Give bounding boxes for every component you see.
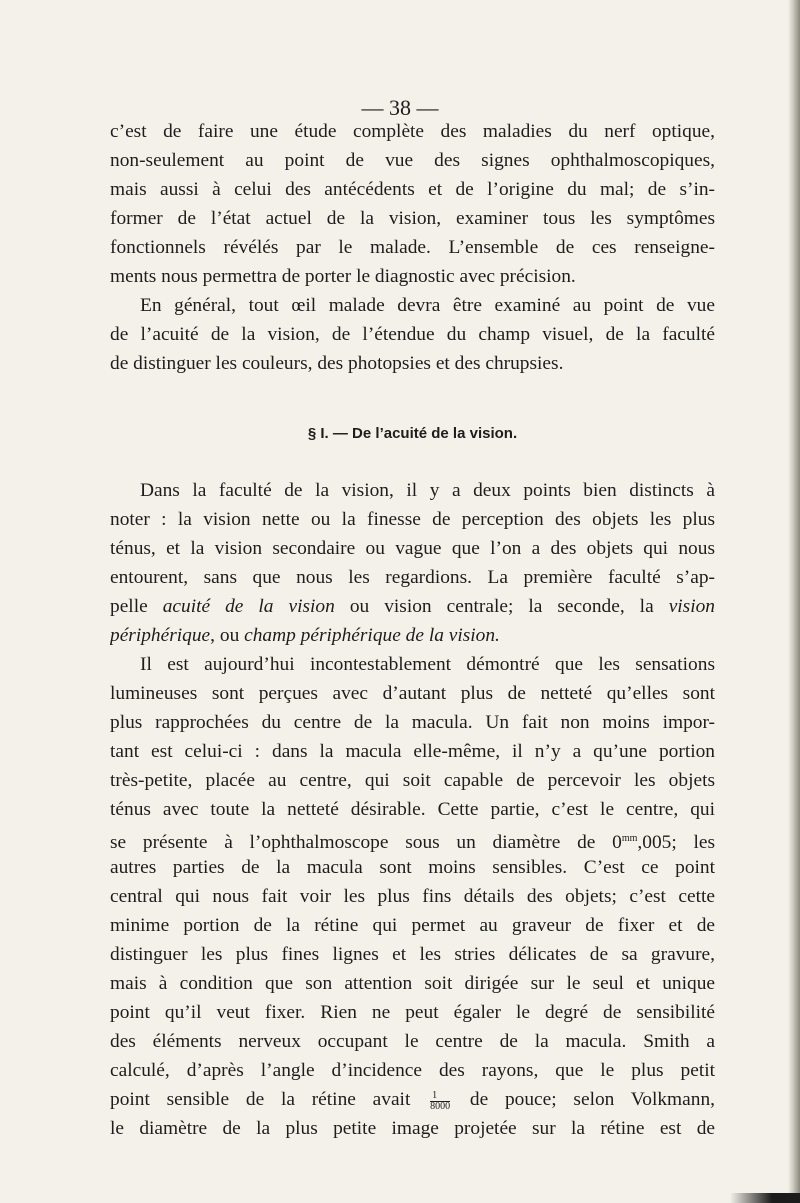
fraction-denominator: 8000 bbox=[430, 1100, 451, 1112]
page-edge-shadow bbox=[788, 0, 800, 1203]
unit-superscript: mm bbox=[621, 833, 638, 844]
text-line: c’est de faire une étude complète des maladies du nerf optique, bbox=[110, 121, 715, 142]
text-line: point qu’il veut fixer. Rien ne peut égaler le degré de sensibilité bbox=[110, 1002, 715, 1023]
text-line: de distinguer les couleurs, des photopsies et des chrupsies. bbox=[110, 353, 564, 374]
italic-term: vision bbox=[668, 596, 715, 617]
text-line: fonctionnels révélés par le malade. L’ensemble de ces renseigne- bbox=[110, 237, 715, 258]
text-run: ou vision centrale; la seconde, la bbox=[334, 596, 669, 617]
text-line: ténus avec toute la netteté désirable. Cette partie, c’est le centre, qui bbox=[110, 799, 715, 820]
text-line: plus rapprochées du centre de la macula. Un fait non moins impor- bbox=[110, 712, 715, 733]
italic-term: périphérique bbox=[110, 625, 211, 646]
text-run: se présente à l’ophthalmoscope sous un diamètre de 0 bbox=[110, 832, 622, 853]
text-run: pelle bbox=[110, 596, 163, 617]
text-run: point sensible de la rétine avait bbox=[110, 1089, 428, 1110]
text-line: distinguer les plus fines lignes et les stries délicates de sa gravure, bbox=[110, 944, 715, 965]
text-line: le diamètre de la plus petite image projetée sur la rétine est de bbox=[110, 1118, 715, 1139]
text-run: , ou bbox=[210, 625, 245, 646]
text-line: calculé, d’après l’angle d’incidence des rayons, que le plus petit bbox=[110, 1060, 715, 1081]
paragraph-acuity-definition bbox=[110, 476, 715, 650]
paragraph-macula bbox=[110, 650, 715, 1143]
text-line: minime portion de la rétine qui permet au graveur de fixer et de bbox=[110, 915, 715, 936]
text-line: noter : la vision nette ou la finesse de perception des objets les plus bbox=[110, 509, 715, 530]
paragraph-general bbox=[110, 291, 715, 378]
text-line: très-petite, placée au centre, qui soit capable de percevoir les objets bbox=[110, 770, 715, 791]
text-line: central qui nous fait voir les plus fins détails des objets; c’est cette bbox=[110, 886, 715, 907]
text-line: En général, tout œil malade devra être examiné au point de vue bbox=[140, 295, 715, 316]
italic-term: champ périphérique de la vision. bbox=[244, 625, 500, 646]
fraction-numerator: 1 bbox=[430, 1091, 450, 1102]
page-corner-mark bbox=[730, 1193, 800, 1203]
text-line: mais aussi à celui des antécédents et de l’origine du mal; de s’in- bbox=[110, 179, 715, 200]
text-line bbox=[110, 1085, 715, 1114]
fraction bbox=[430, 1091, 450, 1112]
text-line: Dans la faculté de la vision, il y a deux points bien distincts à bbox=[140, 480, 715, 501]
text-run: ,005; les bbox=[637, 832, 715, 853]
text-line bbox=[110, 592, 715, 621]
paragraph-intro bbox=[110, 117, 715, 291]
text-line bbox=[110, 621, 715, 650]
italic-term: acuité de la vision bbox=[162, 596, 335, 617]
text-line: lumineuses sont perçues avec d’autant plus de netteté qu’elles sont bbox=[110, 683, 715, 704]
text-line: des éléments nerveux occupant le centre de la macula. Smith a bbox=[110, 1031, 715, 1052]
text-run: de pouce; selon Volkmann, bbox=[453, 1089, 715, 1110]
text-line: ténus, et la vision secondaire ou vague que l’on a des objets qui nous bbox=[110, 538, 715, 559]
text-line: non-seulement au point de vue des signes ophthalmoscopiques, bbox=[110, 150, 715, 171]
text-line: autres parties de la macula sont moins sensibles. C’est ce point bbox=[110, 857, 715, 878]
text-line: mais à condition que son attention soit dirigée sur le seul et unique bbox=[110, 973, 715, 994]
text-line: ments nous permettra de porter le diagnostic avec précision. bbox=[110, 266, 576, 287]
text-line: former de l’état actuel de la vision, examiner tous les symptômes bbox=[110, 208, 715, 229]
text-line: entourent, sans que nous les regardions. La première faculté s’ap- bbox=[110, 567, 715, 588]
page-number: — 38 — bbox=[361, 95, 439, 120]
text-line: Il est aujourd’hui incontestablement démontré que les sensations bbox=[140, 654, 715, 675]
text-line: tant est celui-ci : dans la macula elle-même, il n’y a qu’une portion bbox=[110, 741, 715, 762]
text-line: de l’acuité de la vision, de l’étendue du champ visuel, de la faculté bbox=[110, 324, 715, 345]
text-line bbox=[110, 824, 715, 853]
section-heading: § I. — De l’acuité de la vision. bbox=[307, 425, 518, 442]
